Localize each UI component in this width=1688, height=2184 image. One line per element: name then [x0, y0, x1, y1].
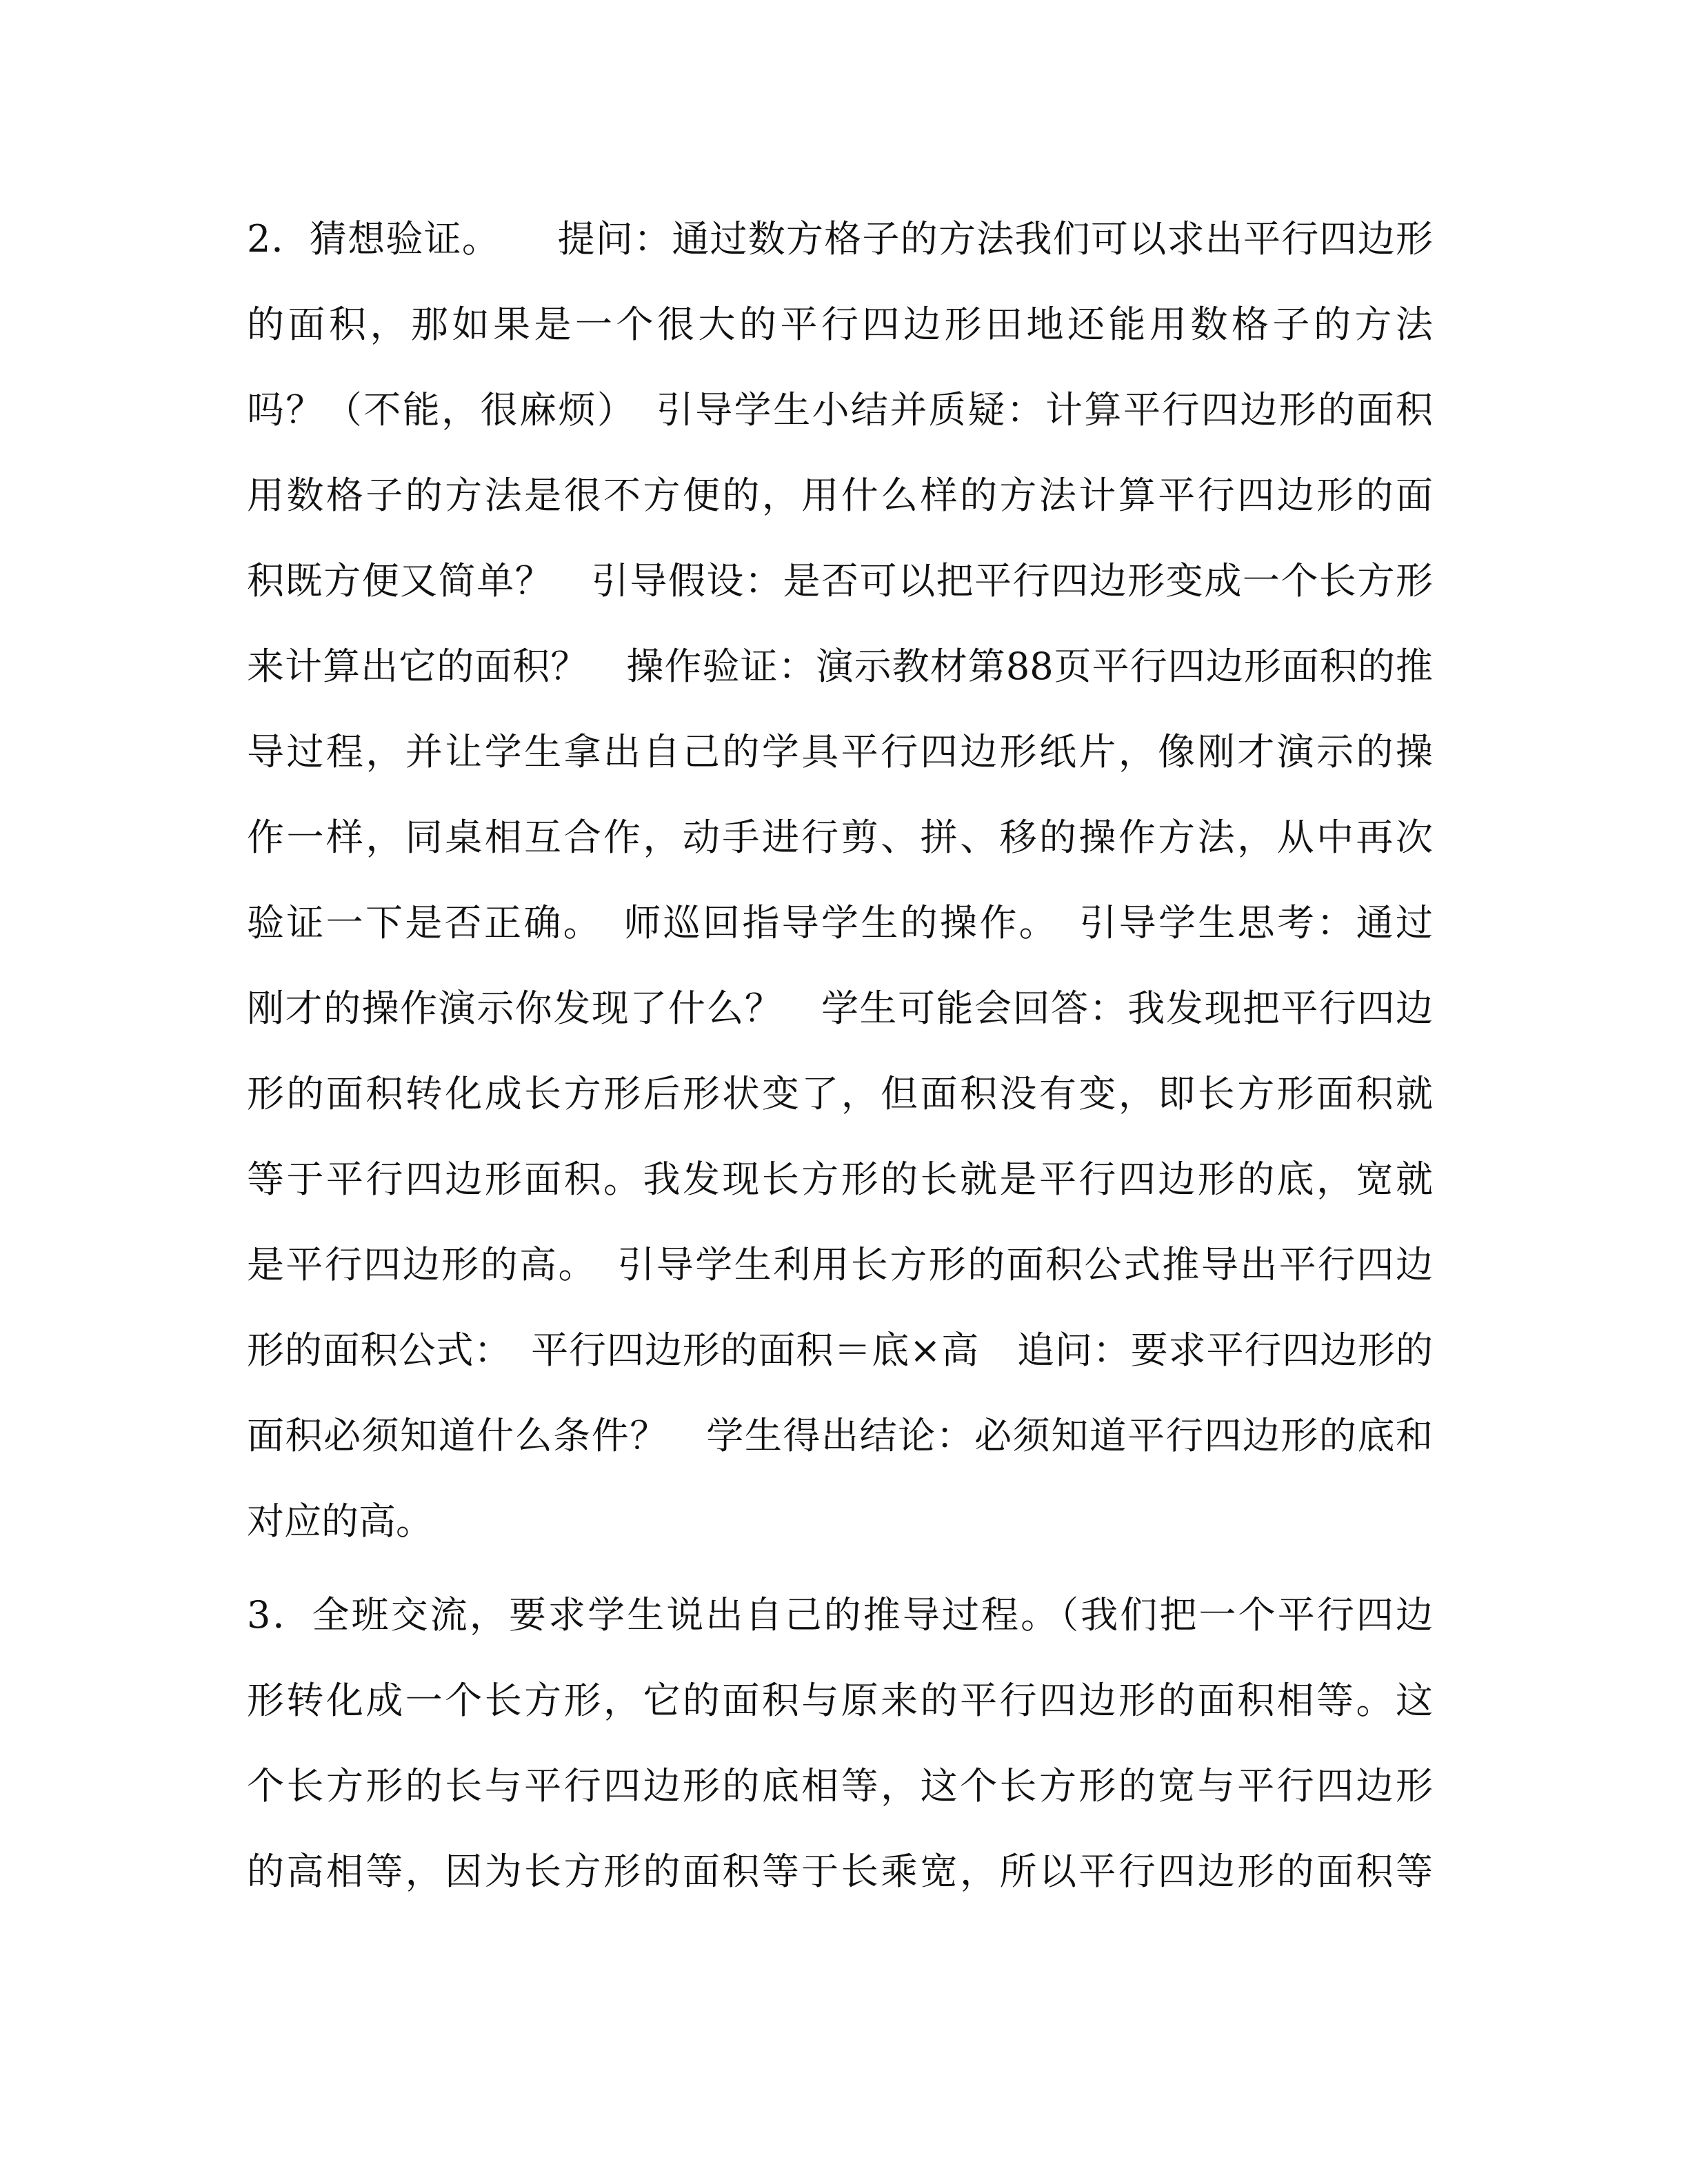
text-line: 吗？（不能，很麻烦） 引导学生小结并质疑：计算平行四边形的面积: [247, 388, 1433, 432]
text-line: 形的面积公式： 平行四边形的面积＝底×高 追问：要求平行四边形的: [247, 1328, 1433, 1372]
text-line: 形转化成一个长方形，它的面积与原来的平行四边形的面积相等。这: [247, 1679, 1433, 1722]
text-line: 2．猜想验证。 提问：通过数方格子的方法我们可以求出平行四边形: [247, 217, 1433, 261]
text-line: 形的面积转化成长方形后形状变了，但面积没有变，即长方形面积就: [247, 1072, 1433, 1115]
text-line: 积既方便又简单？ 引导假设：是否可以把平行四边形变成一个长方形: [247, 559, 1433, 603]
text-line: 3．全班交流，要求学生说出自己的推导过程。（我们把一个平行四边: [247, 1593, 1433, 1637]
text-line: 用数格子的方法是很不方便的，用什么样的方法计算平行四边形的面: [247, 474, 1433, 517]
text-line: 面积必须知道什么条件？ 学生得出结论：必须知道平行四边形的底和: [247, 1414, 1433, 1457]
text-line: 验证一下是否正确。 师巡回指导学生的操作。 引导学生思考：通过: [247, 901, 1433, 944]
text-line: 对应的高。: [247, 1499, 433, 1543]
text-line: 等于平行四边形面积。我发现长方形的长就是平行四边形的底，宽就: [247, 1157, 1433, 1201]
text-line: 刚才的操作演示你发现了什么？ 学生可能会回答：我发现把平行四边: [247, 987, 1433, 1030]
text-line: 来计算出它的面积？ 操作验证：演示教材第88页平行四边形面积的推: [247, 645, 1433, 688]
text-line: 是平行四边形的高。 引导学生利用长方形的面积公式推导出平行四边: [247, 1243, 1433, 1286]
text-line: 作一样，同桌相互合作，动手进行剪、拼、移的操作方法，从中再次: [247, 816, 1433, 859]
text-line: 的高相等，因为长方形的面积等于长乘宽，所以平行四边形的面积等: [247, 1850, 1433, 1893]
text-line: 个长方形的长与平行四边形的底相等，这个长方形的宽与平行四边形: [247, 1764, 1433, 1808]
text-line: 的面积，那如果是一个很大的平行四边形田地还能用数格子的方法: [247, 303, 1433, 346]
text-line: 导过程，并让学生拿出自己的学具平行四边形纸片，像刚才演示的操: [247, 730, 1433, 774]
